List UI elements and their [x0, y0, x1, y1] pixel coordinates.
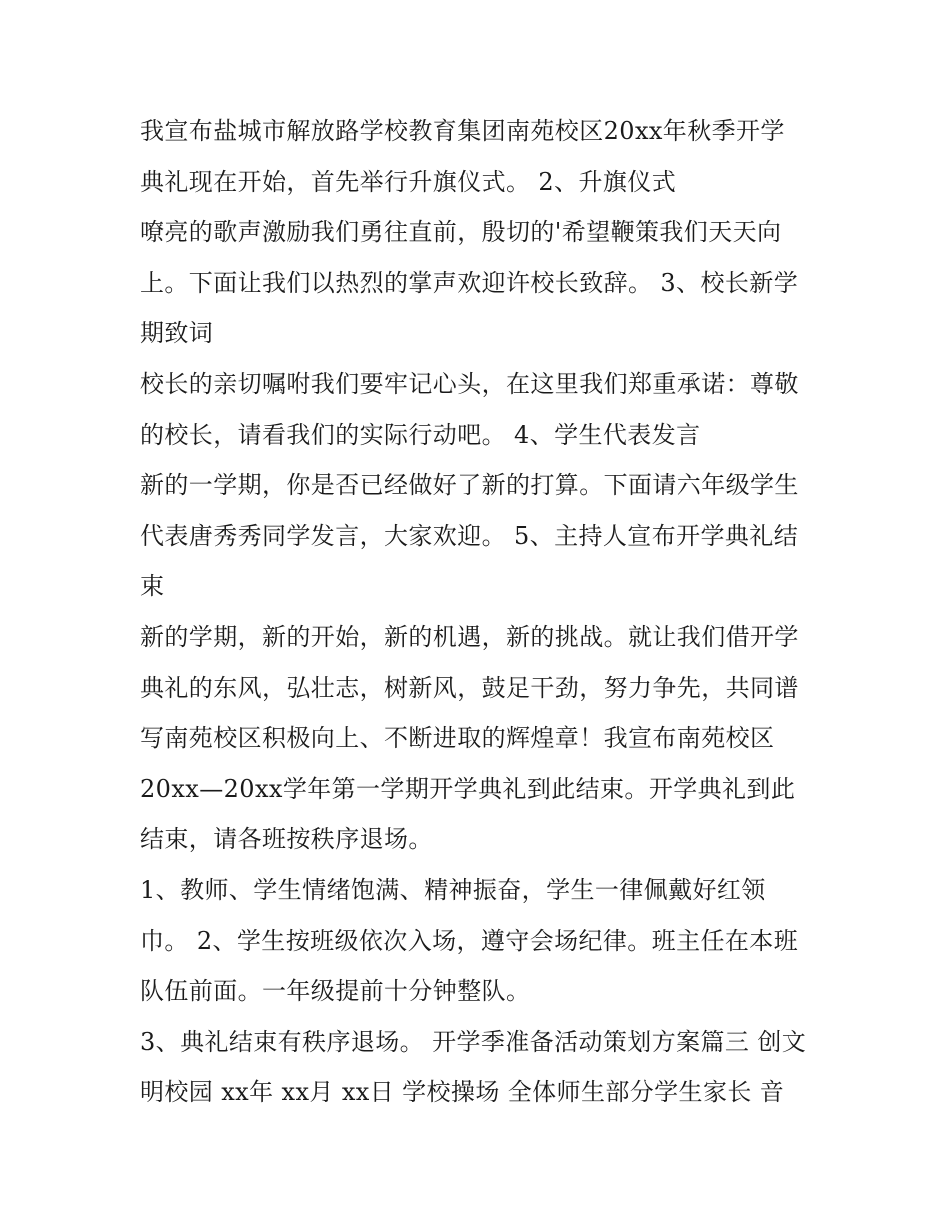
document-body — [140, 106, 830, 1118]
text-line: 束 — [140, 572, 165, 601]
text-line: 1、教师、学生情绪饱满、精神振奋，学生一律佩戴好红领 — [140, 875, 766, 904]
text-line: 嘹亮的歌声激励我们勇往直前，殷切的'希望鞭策我们天天向 — [140, 218, 782, 247]
text-line: 明校园 xx年 xx月 xx日 学校操场 全体师生部分学生家长 音 — [140, 1078, 785, 1107]
text-line: 3、典礼结束有秩序退场。 开学季准备活动策划方案篇三 创文 — [140, 1027, 807, 1056]
text-line: 20xx—20xx学年第一学期开学典礼到此结束。开学典礼到此 — [140, 774, 796, 803]
text-line: 典礼现在开始，首先举行升旗仪式。 2、升旗仪式 — [140, 167, 677, 196]
text-line: 代表唐秀秀同学发言，大家欢迎。 5、主持人宣布开学典礼结 — [140, 521, 799, 550]
text-line: 我宣布盐城市解放路学校教育集团南苑校区20xx年秋季开学 — [140, 117, 785, 145]
text-line: 的校长，请看我们的实际行动吧。 4、学生代表发言 — [140, 420, 701, 449]
text-line: 典礼的东风，弘壮志，树新风，鼓足干劲，努力争先，共同谱 — [140, 673, 799, 702]
text-line: 新的学期，新的开始，新的机遇，新的挑战。就让我们借开学 — [140, 622, 799, 651]
text-line: 队伍前面。一年级提前十分钟整队。 — [140, 977, 531, 1006]
text-line: 校长的亲切嘱咐我们要牢记心头，在这里我们郑重承诺：尊敬 — [140, 369, 799, 398]
text-line: 上。下面让我们以热烈的掌声欢迎许校长致辞。 3、校长新学 — [140, 268, 799, 297]
text-line: 新的一学期，你是否已经做好了新的打算。下面请六年级学生 — [140, 471, 799, 500]
text-line: 巾。 2、学生按班级依次入场，遵守会场纪律。班主任在本班 — [140, 926, 799, 955]
text-line: 期致词 — [140, 319, 214, 348]
text-line: 结束，请各班按秩序退场。 — [140, 825, 433, 854]
text-line: 写南苑校区积极向上、不断进取的辉煌章！我宣布南苑校区 — [140, 724, 775, 753]
